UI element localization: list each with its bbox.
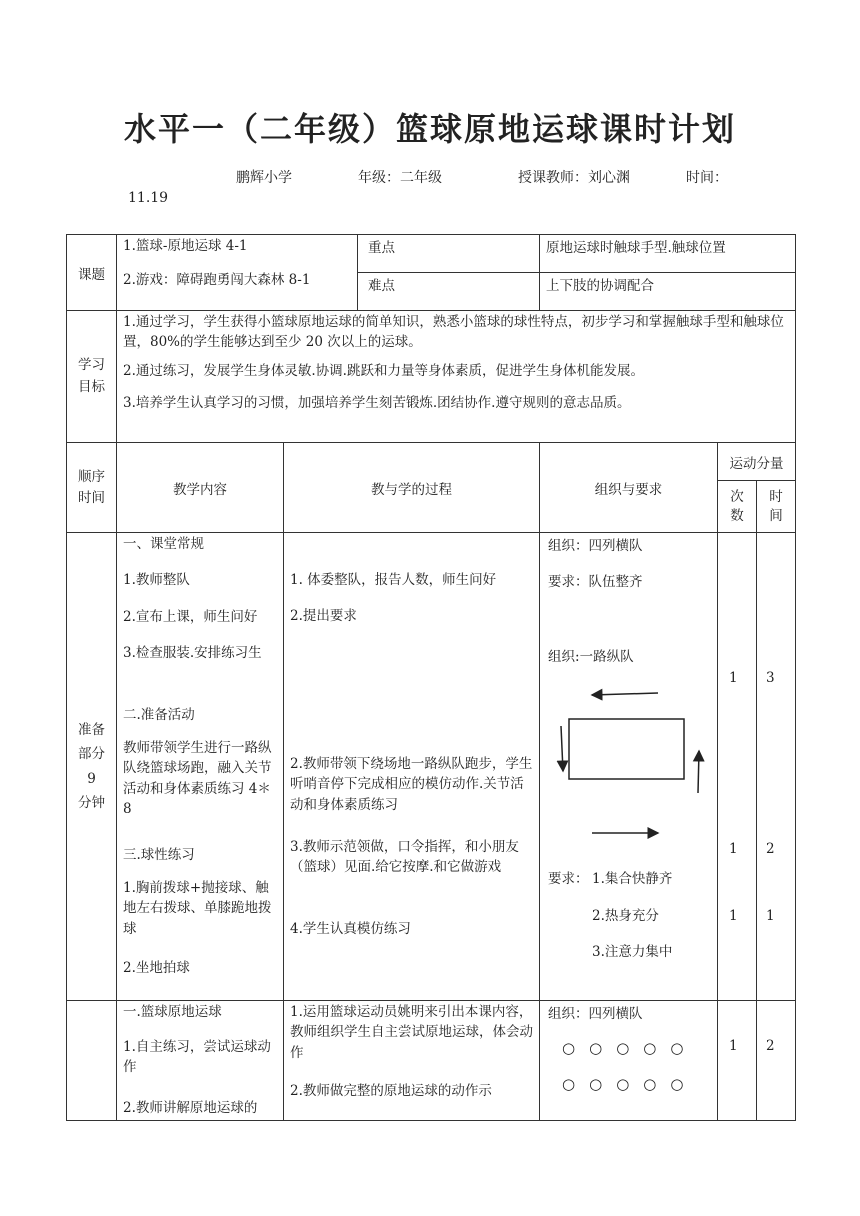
goal-item-1: 1.通过学习，学生获得小篮球原地运球的简单知识，熟悉小篮球的球性特点，初步学习和掌握触球手型和触球位置，80%的学生能够达到至少 20 次以上的运球。 — [123, 314, 784, 350]
goals-header — [67, 311, 117, 443]
topic-items — [117, 235, 358, 311]
basic-times-1: 1 — [729, 1038, 738, 1054]
key-point-text: 原地运球时触球手型.触球位置 — [540, 235, 796, 273]
teacher-label: 授课教师：刘心渊 — [518, 170, 630, 186]
time-label: 时间： — [686, 170, 728, 186]
key-point-label: 重点 — [358, 235, 540, 273]
content-header: 教学内容 — [117, 443, 284, 533]
prep-org-single-file: 组织:一路纵队 — [548, 649, 634, 665]
prep-req-3: 3.注意力集中 — [592, 944, 673, 960]
prep-section-label — [67, 533, 117, 1001]
goals-header-line2: 目标 — [78, 378, 105, 395]
school-name: 鹏辉小学 — [236, 170, 292, 186]
goal-item-3: 3.培养学生认真学习的习惯，加强培养学生刻苦锻炼.团结协作.遵守规则的意志品质。 — [123, 394, 631, 411]
times-header — [718, 481, 757, 533]
topic-item-2: 2.游戏：障碍跑勇闯大森林 8-1 — [123, 271, 311, 288]
prep-org-formation: 组织：四列横队 — [548, 538, 643, 554]
prep-content-1: 一、课堂常规 — [123, 536, 204, 552]
grade-label: 年级：二年级 — [358, 170, 442, 186]
basic-times — [718, 1001, 757, 1121]
running-route-diagram — [550, 683, 710, 843]
prep-process-1: 1. 体委整队，报告人数，师生问好 — [290, 572, 497, 588]
basic-duration — [757, 1001, 796, 1121]
arrow-up-icon — [698, 751, 699, 793]
prep-process-5: 4.学生认真模仿练习 — [290, 921, 411, 937]
duration-header-line2: 间 — [769, 507, 783, 524]
prep-content-2: 1.教师整队 — [123, 572, 190, 588]
basic-process-2: 2.教师做完整的原地运球的动作示 — [290, 1083, 492, 1099]
arrow-left-icon — [592, 693, 658, 695]
prep-content-8: 1.胸前拨球+抛接球、触地左右拨球、单膝跪地拨球 — [123, 880, 272, 937]
basic-content-2: 1.自主练习，尝试运球动作 — [123, 1039, 271, 1076]
topic-item-1: 1.篮球-原地运球 4-1 — [123, 238, 248, 254]
prep-duration-1: 3 — [766, 670, 775, 686]
prep-req-label: 要求： — [548, 871, 589, 887]
prep-label-4: 分钟 — [78, 794, 105, 811]
court-rectangle — [569, 719, 684, 779]
formation-row-1: ○○○○○ — [562, 1039, 698, 1057]
prep-duration-2: 2 — [766, 841, 775, 857]
prep-content — [117, 533, 284, 1001]
basic-org-formation: 组织：四列横队 — [548, 1006, 643, 1022]
order-header-line2: 时间 — [78, 489, 105, 506]
prep-req-1: 1.集合快静齐 — [592, 871, 673, 887]
topic-header: 课题 — [67, 235, 117, 311]
basic-section-label — [67, 1001, 117, 1121]
formation-row-2: ○○○○○ — [562, 1075, 698, 1093]
duration-header-line1: 时 — [769, 488, 783, 505]
process-header: 教与学的过程 — [284, 443, 540, 533]
basic-organization — [540, 1001, 718, 1121]
prep-label-3: 9 — [87, 770, 96, 787]
load-header: 运动分量 — [718, 443, 796, 481]
prep-duration — [757, 533, 796, 1001]
times-header-line1: 次 — [730, 488, 744, 505]
duration-header — [757, 481, 796, 533]
prep-process-4: 3.教师示范领做，口令指挥，和小朋友（篮球）见面.给它按摩.和它做游戏 — [290, 839, 519, 876]
prep-content-9: 2.坐地拍球 — [123, 960, 190, 976]
prep-times — [718, 533, 757, 1001]
prep-times-2: 1 — [729, 841, 738, 857]
prep-content-6: 教师带领学生进行一路纵队绕篮球场跑，融入关节活动和身体素质练习 4＊8 — [123, 740, 272, 817]
order-header-line1: 顺序 — [78, 469, 105, 486]
prep-content-5: 二.准备活动 — [123, 707, 195, 723]
prep-process — [284, 533, 540, 1001]
basic-duration-1: 2 — [766, 1038, 775, 1054]
prep-times-1: 1 — [729, 670, 738, 686]
prep-process-3: 2.教师带领下绕场地一路纵队跑步，学生听哨音停下完成相应的模仿动作.关节活动和身体素质练习 — [290, 756, 533, 813]
difficulty-text: 上下肢的协调配合 — [540, 273, 796, 311]
times-header-line2: 数 — [730, 507, 744, 524]
prep-content-7: 三.球性练习 — [123, 847, 195, 863]
prep-content-3: 2.宣布上课，师生问好 — [123, 609, 258, 625]
basic-content — [117, 1001, 284, 1121]
prep-duration-3: 1 — [766, 908, 775, 924]
difficulty-label: 难点 — [358, 273, 540, 311]
basic-content-3: 2.教师讲解原地运球的 — [123, 1100, 258, 1116]
prep-req-2: 2.热身充分 — [592, 908, 659, 924]
order-time-header — [67, 443, 117, 533]
prep-times-3: 1 — [729, 908, 738, 924]
prep-label-1: 准备 — [78, 721, 105, 738]
prep-organization — [540, 533, 718, 1001]
prep-org-requirement: 要求：队伍整齐 — [548, 574, 643, 590]
goal-item-2: 2.通过练习，发展学生身体灵敏.协调.跳跃和力量等身体素质，促进学生身体机能发展。 — [123, 363, 644, 380]
goals-header-line1: 学习 — [78, 356, 105, 373]
page-title: 水平一（二年级）篮球原地运球课时计划 — [123, 110, 736, 148]
basic-process — [284, 1001, 540, 1121]
basic-content-1: 一.篮球原地运球 — [123, 1004, 222, 1020]
arrow-down-icon — [561, 726, 563, 771]
org-header: 组织与要求 — [540, 443, 718, 533]
date-value: 11.19 — [128, 190, 169, 206]
prep-label-2: 部分 — [78, 746, 105, 763]
basic-process-1: 1.运用篮球运动员姚明来引出本课内容，教师组织学生自主尝试原地运球，体会动作 — [290, 1004, 533, 1061]
prep-process-2: 2.提出要求 — [290, 608, 357, 624]
goals-list — [117, 311, 796, 443]
lesson-plan-table — [66, 234, 796, 1121]
prep-content-4: 3.检查服装.安排练习生 — [123, 645, 262, 661]
